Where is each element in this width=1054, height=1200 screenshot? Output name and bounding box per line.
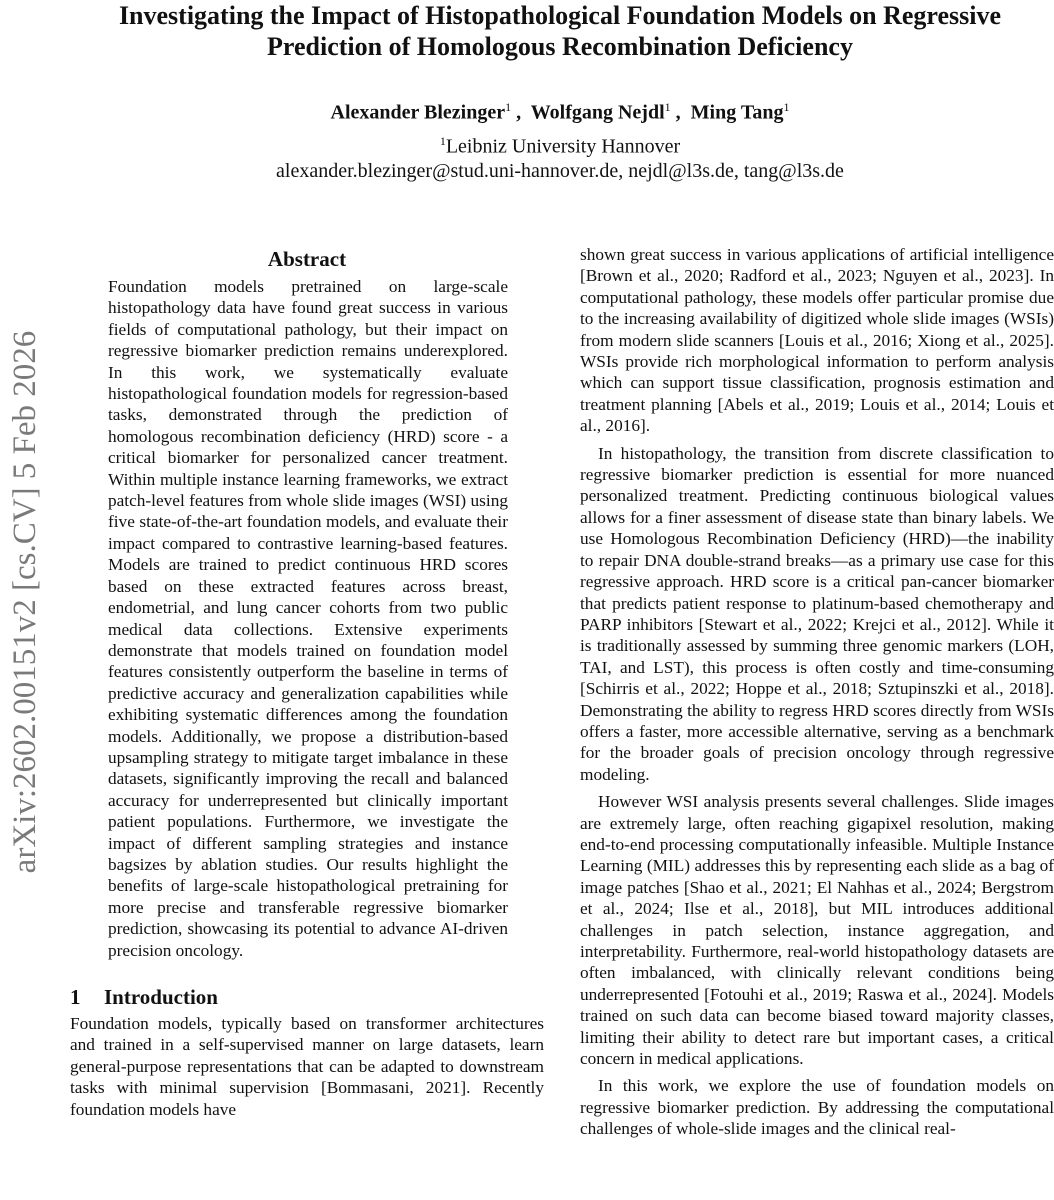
affiliation-mark: 1 [439, 134, 446, 148]
author-affiliation-mark: 1 [505, 100, 512, 114]
body-paragraph: However WSI analysis presents several challenges. Slide images are extremely large, often reaching gigapixel resolution, making end-to-end processing computationally infeasible. Multiple Instance Learning (MIL) addresses this by representing each slide as a bag of image patches [Shao et al., 2021; El Nahhas et al., 2024; Bergstrom et al., 2024; Ilse et al., 2018], but MIL introduces additional challenges in patch selection, instance aggregation, and interpretability. Furthermore, real-world histopathology datasets are often imbalanced, with clinically relevant conditions being underrepresented [Fotouhi et al., 2019; Raswa et al., 2024]. Models trained on such data can become biased toward majority classes, limiting their ability to detect rare but important cases, a critical concern in medical applications. [580, 792, 1054, 1069]
paper-title: Investigating the Impact of Histopathological Foundation Models on Regressive Prediction of Homologous Recombination Deficiency [118, 1, 1002, 61]
author-affiliation-mark: 1 [664, 100, 671, 114]
author-name: Alexander Blezinger [330, 101, 506, 124]
author-name: Wolfgang Nejdl [530, 101, 665, 124]
body-paragraph: shown great success in various applications of artificial intelligence [Brown et al., 2020; Radford et al., 2023; Nguyen et al., 2023]. In computational pathology, these models offer particular promise due to the increasing availability of digitized whole slide images (WSIs) from modern slide scanners [Louis et al., 2016; Xiong et al., 2025]. WSIs provide rich morphological information to perform analysis which can support tissue classification, prognosis estimation and treatment planning [Abels et al., 2019; Louis et al., 2014; Louis et al., 2016]. [580, 245, 1054, 436]
abstract-text: Foundation models pretrained on large-scale histopathology data have found great success in various fields of computational pathology, but their impact on regressive biomarker prediction remains underexplored. In this work, we systematically evaluate histopathological foundation models for regression-based tasks, demonstrated through the prediction of homologous recombination deficiency (HRD) score - a critical biomarker for personalized cancer treatment. Within multiple instance learning frameworks, we extract patch-level features from whole slide images (WSI) using five state-of-the-art foundation models, and evaluate their impact compared to contrastive learning-based features. Models are trained to predict continuous HRD scores based on these extracted features across breast, endometrial, and lung cancer cohorts from two public medical data collections. Extensive experiments demonstrate that models trained on foundation model features consistently outperform the baseline in terms of predictive accuracy and generalization capabilities while exhibiting systematic differences among the foundation models. Additionally, we propose a distribution-based upsampling strategy to mitigate target imbalance in these datasets, significantly improving the recall and balanced accuracy for underrepresented but clinically important patient populations. Furthermore, we investigate the impact of different sampling strategies and instance bagsizes by ablation studies. Our results highlight the benefits of large-scale histopathological pretraining for more precise and transferable regressive biomarker prediction, showcasing its potential to advance AI-driven precision oncology. [108, 277, 508, 960]
author-name: Ming Tang [690, 101, 784, 124]
abstract-heading: Abstract [267, 247, 347, 271]
affiliation [60, 128, 1054, 160]
right-column [580, 244, 1054, 1140]
body-paragraph: In this work, we explore the use of foundation models on regressive biomarker prediction. By addressing the computational challenges of whole-slide images and the clinical real- [580, 1076, 1054, 1139]
author-list: Alexander Blezinger$^1$ , Wolfgang Nejdl$^1$ , Ming Tang$^1$ [330, 100, 790, 124]
arxiv-identifier: arXiv:2602.00151v2 [cs.CV] 5 Feb 2026 [7, 330, 43, 874]
section-number: 1 [70, 985, 81, 1009]
affiliation-name: Leibniz University Hannover [445, 135, 681, 158]
author-affiliation-mark: 1 [783, 100, 790, 114]
body-paragraph: In histopathology, the transition from discrete classification to regressive biomarker prediction is essential for more nuanced personalized treatment. Predicting continuous biological values allows for a finer assessment of disease state than binary labels. We use Homologous Recombination Deficiency (HRD)—the inability to repair DNA double-strand breaks—as a primary use case for this regressive approach. HRD score is a critical pan-cancer biomarker that predicts patient response to platinum-based chemotherapy and PARP inhibitors [Stewart et al., 2022; Krejci et al., 2012]. While it is traditionally assessed by summing three genomic markers (LOH, TAI, and LST), this process is often costly and time-consuming [Schirris et al., 2022; Hoppe et al., 2018; Sztupinszki et al., 2018]. Demonstrating the ability to regress HRD scores directly from WSIs offers a faster, more accessible alternative, serving as a benchmark for the broader goals of precision oncology through regressive modeling. [580, 443, 1054, 784]
introduction-paragraph: Foundation models, typically based on transformer architectures and trained in a self-supervised manner on large datasets, learn general-purpose representations that can be adapted to downstream tasks with minimal supervision [Bommasani, 2021]. Recently foundation models have [70, 1014, 544, 1119]
author-emails: alexander.blezinger@stud.uni-hannover.de, nejdl@l3s.de, tang@l3s.de [276, 160, 844, 182]
left-column [70, 244, 544, 1120]
section-title: Introduction [104, 985, 218, 1009]
section-heading-introduction [70, 983, 544, 1011]
